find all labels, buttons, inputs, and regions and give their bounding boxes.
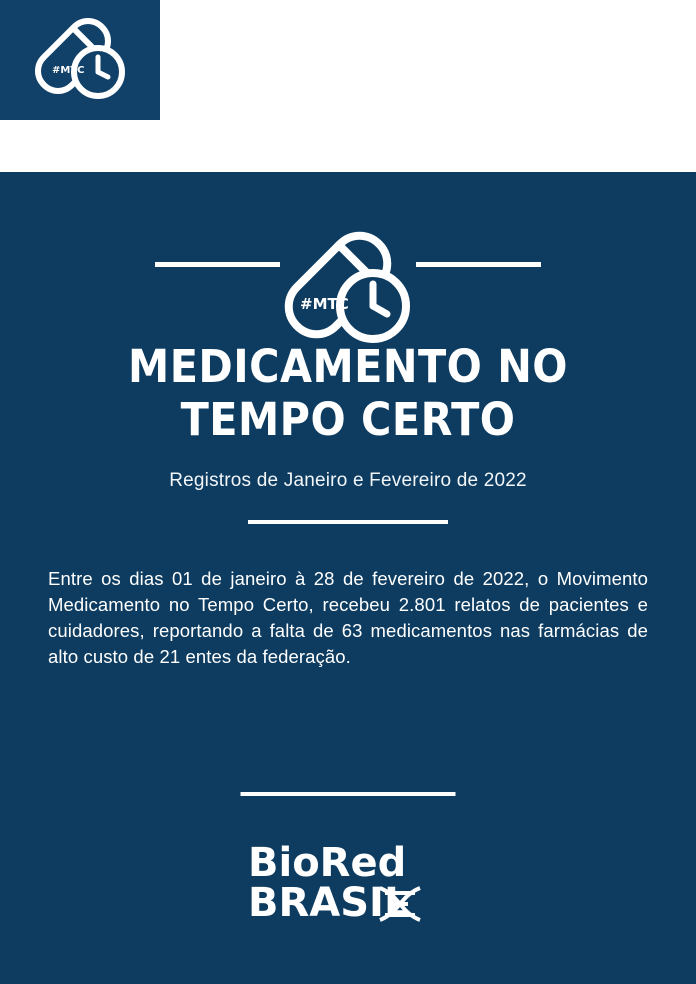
footer-logo-biored-brasil [248, 838, 448, 930]
mtc-tag-panel: #MTC [300, 295, 349, 313]
rule-left [155, 262, 280, 267]
divider-upper [248, 520, 448, 524]
body-paragraph: Entre os dias 01 de janeiro à 28 de fevereiro de 2022, o Movimento Medicamento no Tempo Certo, recebeu 2.801 relatos de pacientes e cuidadores, reportando a falta de 63 medicamentos nas farmácias de alto custo de 21 entes da federação. [48, 568, 648, 667]
divider-lower [241, 792, 456, 796]
biored-brasil-logo [248, 838, 448, 930]
page-title-line-2: TEMPO CERTO [180, 393, 516, 446]
pill-clock-icon [273, 228, 423, 348]
page-title [28, 340, 668, 446]
pill-clock-icon [28, 17, 132, 103]
main-panel [0, 172, 696, 984]
logo-row [0, 200, 696, 332]
logo-text-biored: BioRed [248, 840, 407, 886]
header-logo-badge [0, 0, 160, 120]
page-subtitle: Registros de Janeiro e Fevereiro de 2022 [169, 470, 527, 491]
page-title-line-1: MEDICAMENTO NO [128, 340, 568, 393]
rule-right [416, 262, 541, 267]
logo-text-brasil: BRASIL [248, 880, 410, 926]
panel-logo [273, 228, 423, 353]
mtc-tag-header: #MTC [52, 65, 85, 76]
page-header [0, 0, 696, 172]
